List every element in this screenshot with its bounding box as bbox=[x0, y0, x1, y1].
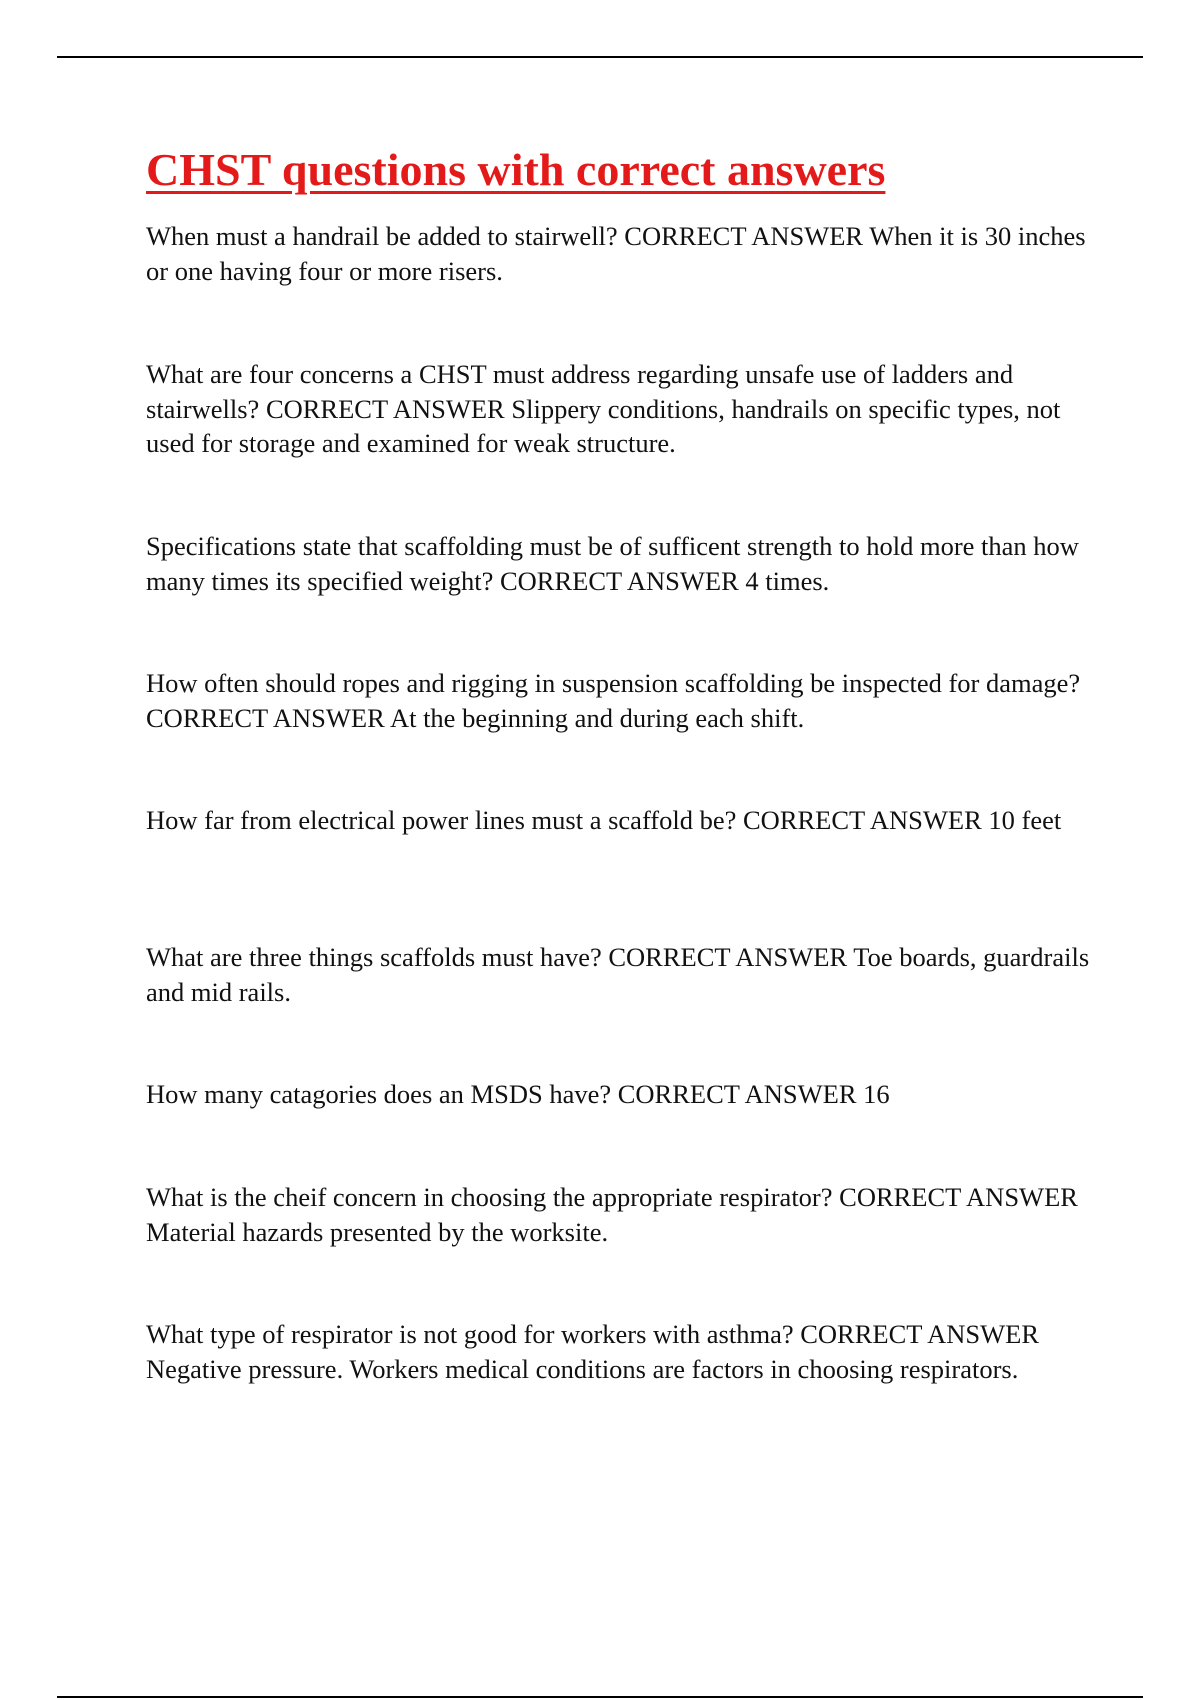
qa-item: Specifications state that scaffolding must be of sufficent strength to hold more than how many times its specified weight? CORRECT ANSWER 4 times. bbox=[146, 531, 1079, 596]
qa-item: What is the cheif concern in choosing the appropriate respirator? CORRECT ANSWER Material hazards presented by the worksite. bbox=[146, 1182, 1078, 1247]
qa-item: What are four concerns a CHST must address regarding unsafe use of ladders and stairwells? CORRECT ANSWER Slippery conditions, handrails on specific types, not used for storage and examined for weak structure. bbox=[146, 359, 1061, 458]
qa-item: How often should ropes and rigging in suspension scaffolding be inspected for damage? CORRECT ANSWER At the beginning and during each shift. bbox=[146, 668, 1081, 733]
bottom-rule bbox=[57, 1696, 1143, 1698]
qa-item: What are three things scaffolds must have? CORRECT ANSWER Toe boards, guardrails and mid rails. bbox=[146, 942, 1090, 1007]
qa-item: What type of respirator is not good for workers with asthma? CORRECT ANSWER Negative pressure. Workers medical conditions are factors in choosing respirators. bbox=[146, 1319, 1040, 1384]
qa-item: How far from electrical power lines must a scaffold be? CORRECT ANSWER 10 feet bbox=[146, 805, 1062, 835]
document-title: CHST questions with correct answers bbox=[146, 144, 886, 195]
qa-item: When must a handrail be added to stairwell? CORRECT ANSWER When it is 30 inches or one having four or more risers. bbox=[146, 221, 1086, 286]
qa-item: How many catagories does an MSDS have? CORRECT ANSWER 16 bbox=[146, 1079, 890, 1109]
top-rule bbox=[57, 56, 1143, 58]
